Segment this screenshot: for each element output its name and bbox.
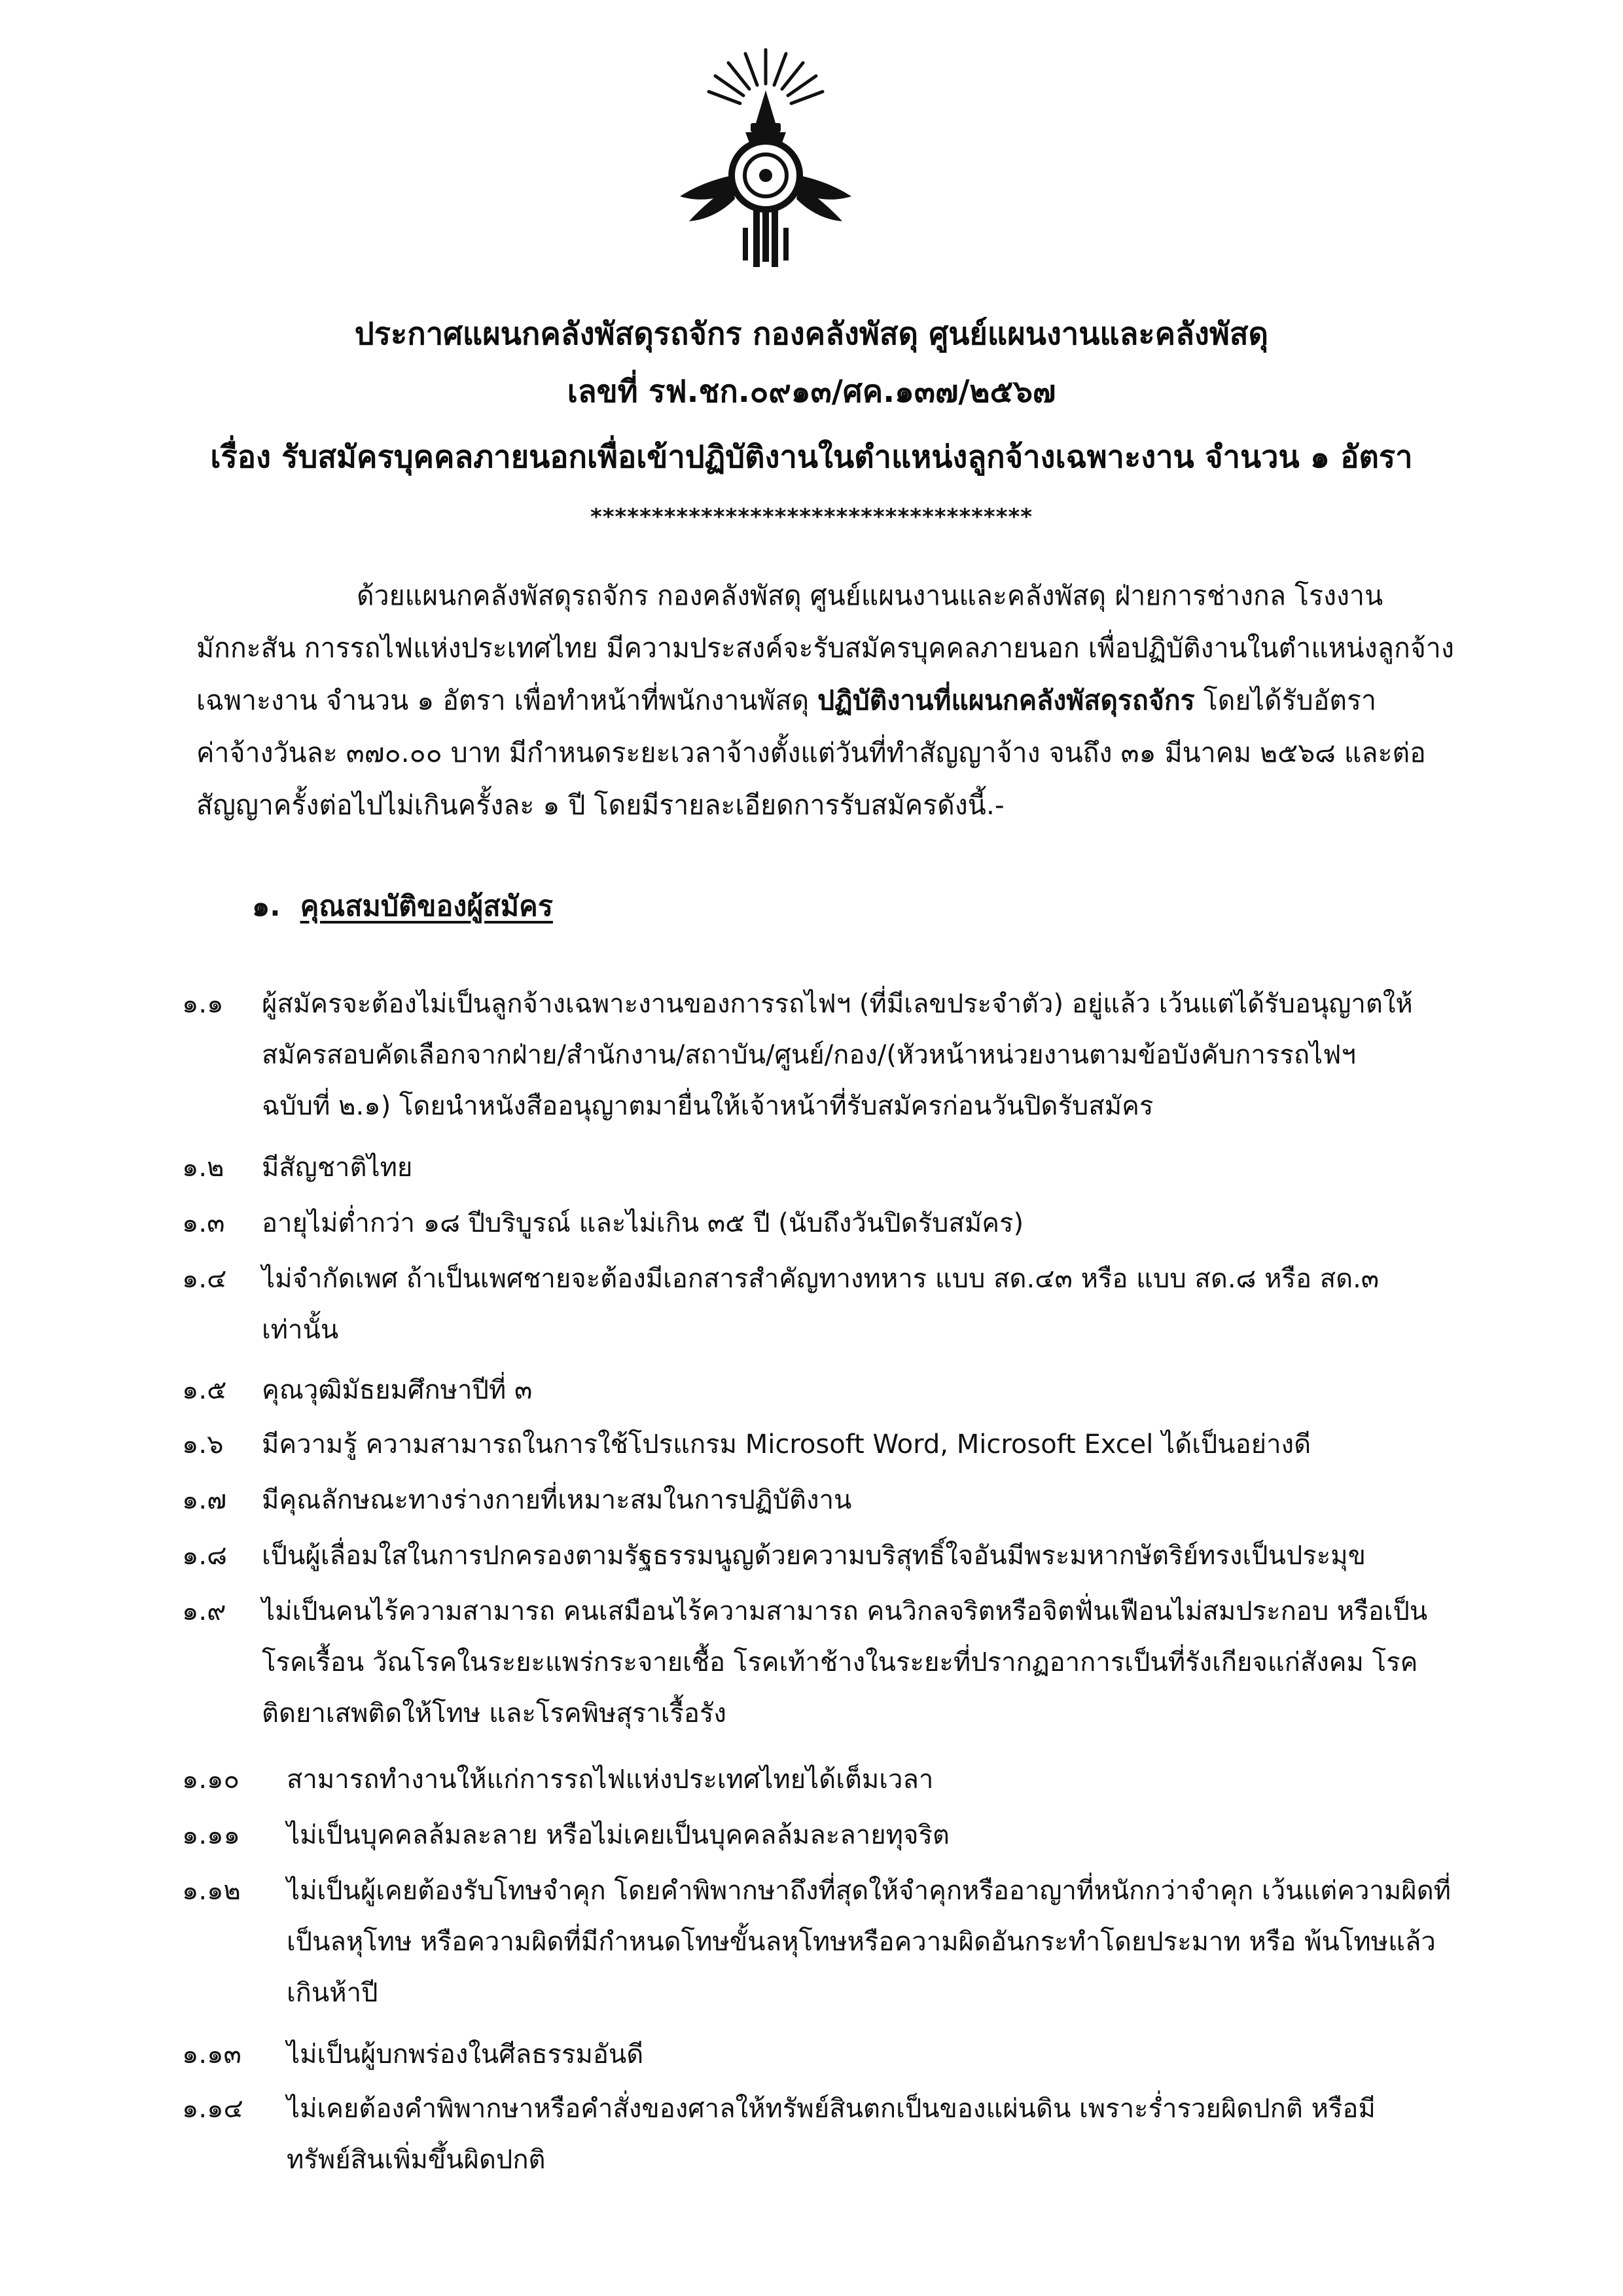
item-text-line: ผู้สมัครจะต้องไม่เป็นลูกจ้างเฉพาะงานของการรถไฟฯ (ที่มีเลขประจำตัว) อยู่แล้ว เว้นแต่ได้รับอนุญาตให้ [262,989,1413,1019]
item-text-line: ทรัพย์สินเพิ่มขึ้นผิดปกติ [287,2145,546,2175]
item-text-line: ติดยาเสพติดให้โทษ และโรคพิษสุราเรื้อรัง [262,1698,726,1729]
item-number: ๑.๑๔ [182,2094,243,2124]
item-text-line: ฉบับที่ ๒.๑) โดยนำหนังสืออนุญาตมายื่นให้เจ้าหน้าที่รับสมัครก่อนวันปิดรับสมัคร [262,1091,1154,1121]
item-text [262,1530,1492,1581]
item-number: ๑.๕ [182,1375,227,1405]
item-text-line: มีคุณลักษณะทางร่างกายที่เหมาะสมในการปฏิบัติงาน [262,1485,852,1515]
item-number: ๑.๑๐ [182,1765,240,1795]
item-text [287,1810,1517,1861]
item-number: ๑.๖ [182,1429,224,1460]
item-text-line: มีความรู้ ความสามารถในการใช้โปรแกรม Microsoft Word, Microsoft Excel ได้เป็นอย่างดี [262,1429,1311,1460]
item-text [262,1475,1492,1526]
intro-line: มักกะสัน การรถไฟแห่งประเทศไทย มีความประสงค์จะรับสมัครบุคคลภายนอก เพื่อปฏิบัติงานในตำแหน่งลูกจ้าง [196,632,1454,664]
item-text [262,978,1492,1132]
srt-emblem-logo [677,45,854,274]
intro-line: สัญญาครั้งต่อไปไม่เกินครั้งละ ๑ ปี โดยมีรายละเอียดการรับสมัครดังนี้.- [196,789,1005,821]
section-title: คุณสมบัติของผู้สมัคร [300,890,553,923]
item-text [287,2029,1517,2080]
item-text-line: เท่านั้น [262,1315,339,1345]
item-text-line: ไม่เคยต้องคำพิพากษาหรือคำสั่งของศาลให้ทรัพย์สินตกเป็นของแผ่นดิน เพราะร่ำรวยผิดปกติ หรือมี [287,2094,1376,2124]
item-text-line: ไม่เป็นคนไร้ความสามารถ คนเสมือนไร้ความสามารถ คนวิกลจริตหรือจิตฟั่นเฟือนไม่สมประกอบ หรือเป็น [262,1596,1428,1626]
item-text-line: คุณวุฒิมัธยมศึกษาปีที่ ๓ [262,1375,533,1405]
item-text-line: โรคเรื้อน วัณโรคในระยะแพร่กระจายเชื้อ โรคเท้าช้างในระยะที่ปรากฏอาการเป็นที่รังเกียจแก่สังคม โรค [262,1647,1418,1677]
item-text [287,2083,1517,2185]
item-text-line: ไม่เป็นผู้บกพร่องในศีลธรรมอันดี [287,2039,644,2070]
item-number: ๑.๘ [182,1541,227,1571]
intro-text: เฉพาะงาน จำนวน ๑ อัตรา เพื่อทำหน้าที่พนักงานพัสดุ [196,685,818,716]
item-text [262,1365,1492,1416]
item-text [287,1865,1517,2018]
item-text-line: มีสัญชาติไทย [262,1153,413,1183]
item-text [262,1419,1492,1470]
intro-text: โดยได้รับอัตรา [1194,685,1376,716]
item-number: ๑.๗ [182,1485,227,1515]
announcement-title: ประกาศแผนกคลังพัสดุรถจักร กองคลังพัสดุ ศูนย์แผนงานและคลังพัสดุ [354,316,1269,352]
item-text [262,1586,1492,1739]
item-text-line: ไม่เป็นบุคคลล้มละลาย หรือไม่เคยเป็นบุคคลล้มละลายทุจริต [287,1820,950,1850]
item-text-line: เกินห้าปี [287,1978,378,2008]
item-text [262,1253,1492,1355]
item-text-line: สมัครสอบคัดเลือกจากฝ่าย/สำนักงาน/สถาบัน/ศูนย์/กอง/(หัวหน้าหน่วยงานตามข้อบังคับการรถไฟฯ [262,1040,1356,1070]
intro-paragraph [196,569,1466,831]
item-number: ๑.๒ [182,1153,224,1183]
subject-line: เรื่อง รับสมัครบุคคลภายนอกเพื่อเข้าปฏิบัติงานในตำแหน่งลูกจ้างเฉพาะงาน จำนวน ๑ อัตรา [210,439,1413,475]
separator-stars: ************************************ [590,504,1033,530]
item-number: ๑.๓ [182,1208,225,1238]
item-number: ๑.๑๑ [182,1820,240,1850]
item-text [262,1198,1492,1249]
item-number: ๑.๙ [182,1596,226,1626]
item-text-line: อายุไม่ต่ำกว่า ๑๘ ปีบริบูรณ์ และไม่เกิน ๓๕ ปี (นับถึงวันปิดรับสมัคร) [262,1208,1024,1238]
item-number: ๑.๑๒ [182,1876,241,1906]
item-number: ๑.๔ [182,1264,227,1294]
work-location-bold: ปฏิบัติงานที่แผนกคลังพัสดุรถจักร [817,685,1195,716]
intro-line: ค่าจ้างวันละ ๓๗๐.๐๐ บาท มีกำหนดระยะเวลาจ้างตั้งแต่วันที่ทำสัญญาจ้าง จนถึง ๓๑ มีนาคม ๒๕๖๘ และต่อ [196,737,1426,768]
item-number: ๑.๑ [182,989,224,1019]
item-text-line: เป็นผู้เลื่อมใสในการปกครองตามรัฐธรรมนูญด้วยความบริสุทธิ์ใจอันมีพระมหากษัตริย์ทรงเป็นประมุข [262,1541,1366,1571]
section-number: ๑. [252,890,281,923]
item-text-line: ไม่จำกัดเพศ ถ้าเป็นเพศชายจะต้องมีเอกสารสำคัญทางทหาร แบบ สด.๔๓ หรือ แบบ สด.๘ หรือ สด.๓ [262,1264,1380,1294]
section-heading [252,884,553,928]
intro-line: ด้วยแผนกคลังพัสดุรถจักร กองคลังพัสดุ ศูนย์แผนงานและคลังพัสดุ ฝ่ายการช่างกล โรงงาน [357,580,1383,611]
document-number: เลขที่ รฟ.ชก.๐๙๑๓/ศค.๑๓๗/๒๕๖๗ [567,374,1056,410]
item-number: ๑.๑๓ [182,2039,241,2070]
item-text-line: เป็นลหุโทษ หรือความผิดที่มีกำหนดโทษขั้นลหุโทษหรือความผิดอันกระทำโดยประมาท หรือ พ้นโทษแล้ว [287,1927,1436,1957]
item-text [287,1754,1517,1805]
item-text-line: ไม่เป็นผู้เคยต้องรับโทษจำคุก โดยคำพิพากษาถึงที่สุดให้จำคุกหรืออาญาที่หนักกว่าจำคุก เว้นแต่ความผิดที่ [287,1876,1452,1906]
item-text-line: สามารถทำงานให้แก่การรถไฟแห่งประเทศไทยได้เต็มเวลา [287,1765,934,1795]
intro-line [196,674,1466,726]
item-text [262,1142,1492,1193]
